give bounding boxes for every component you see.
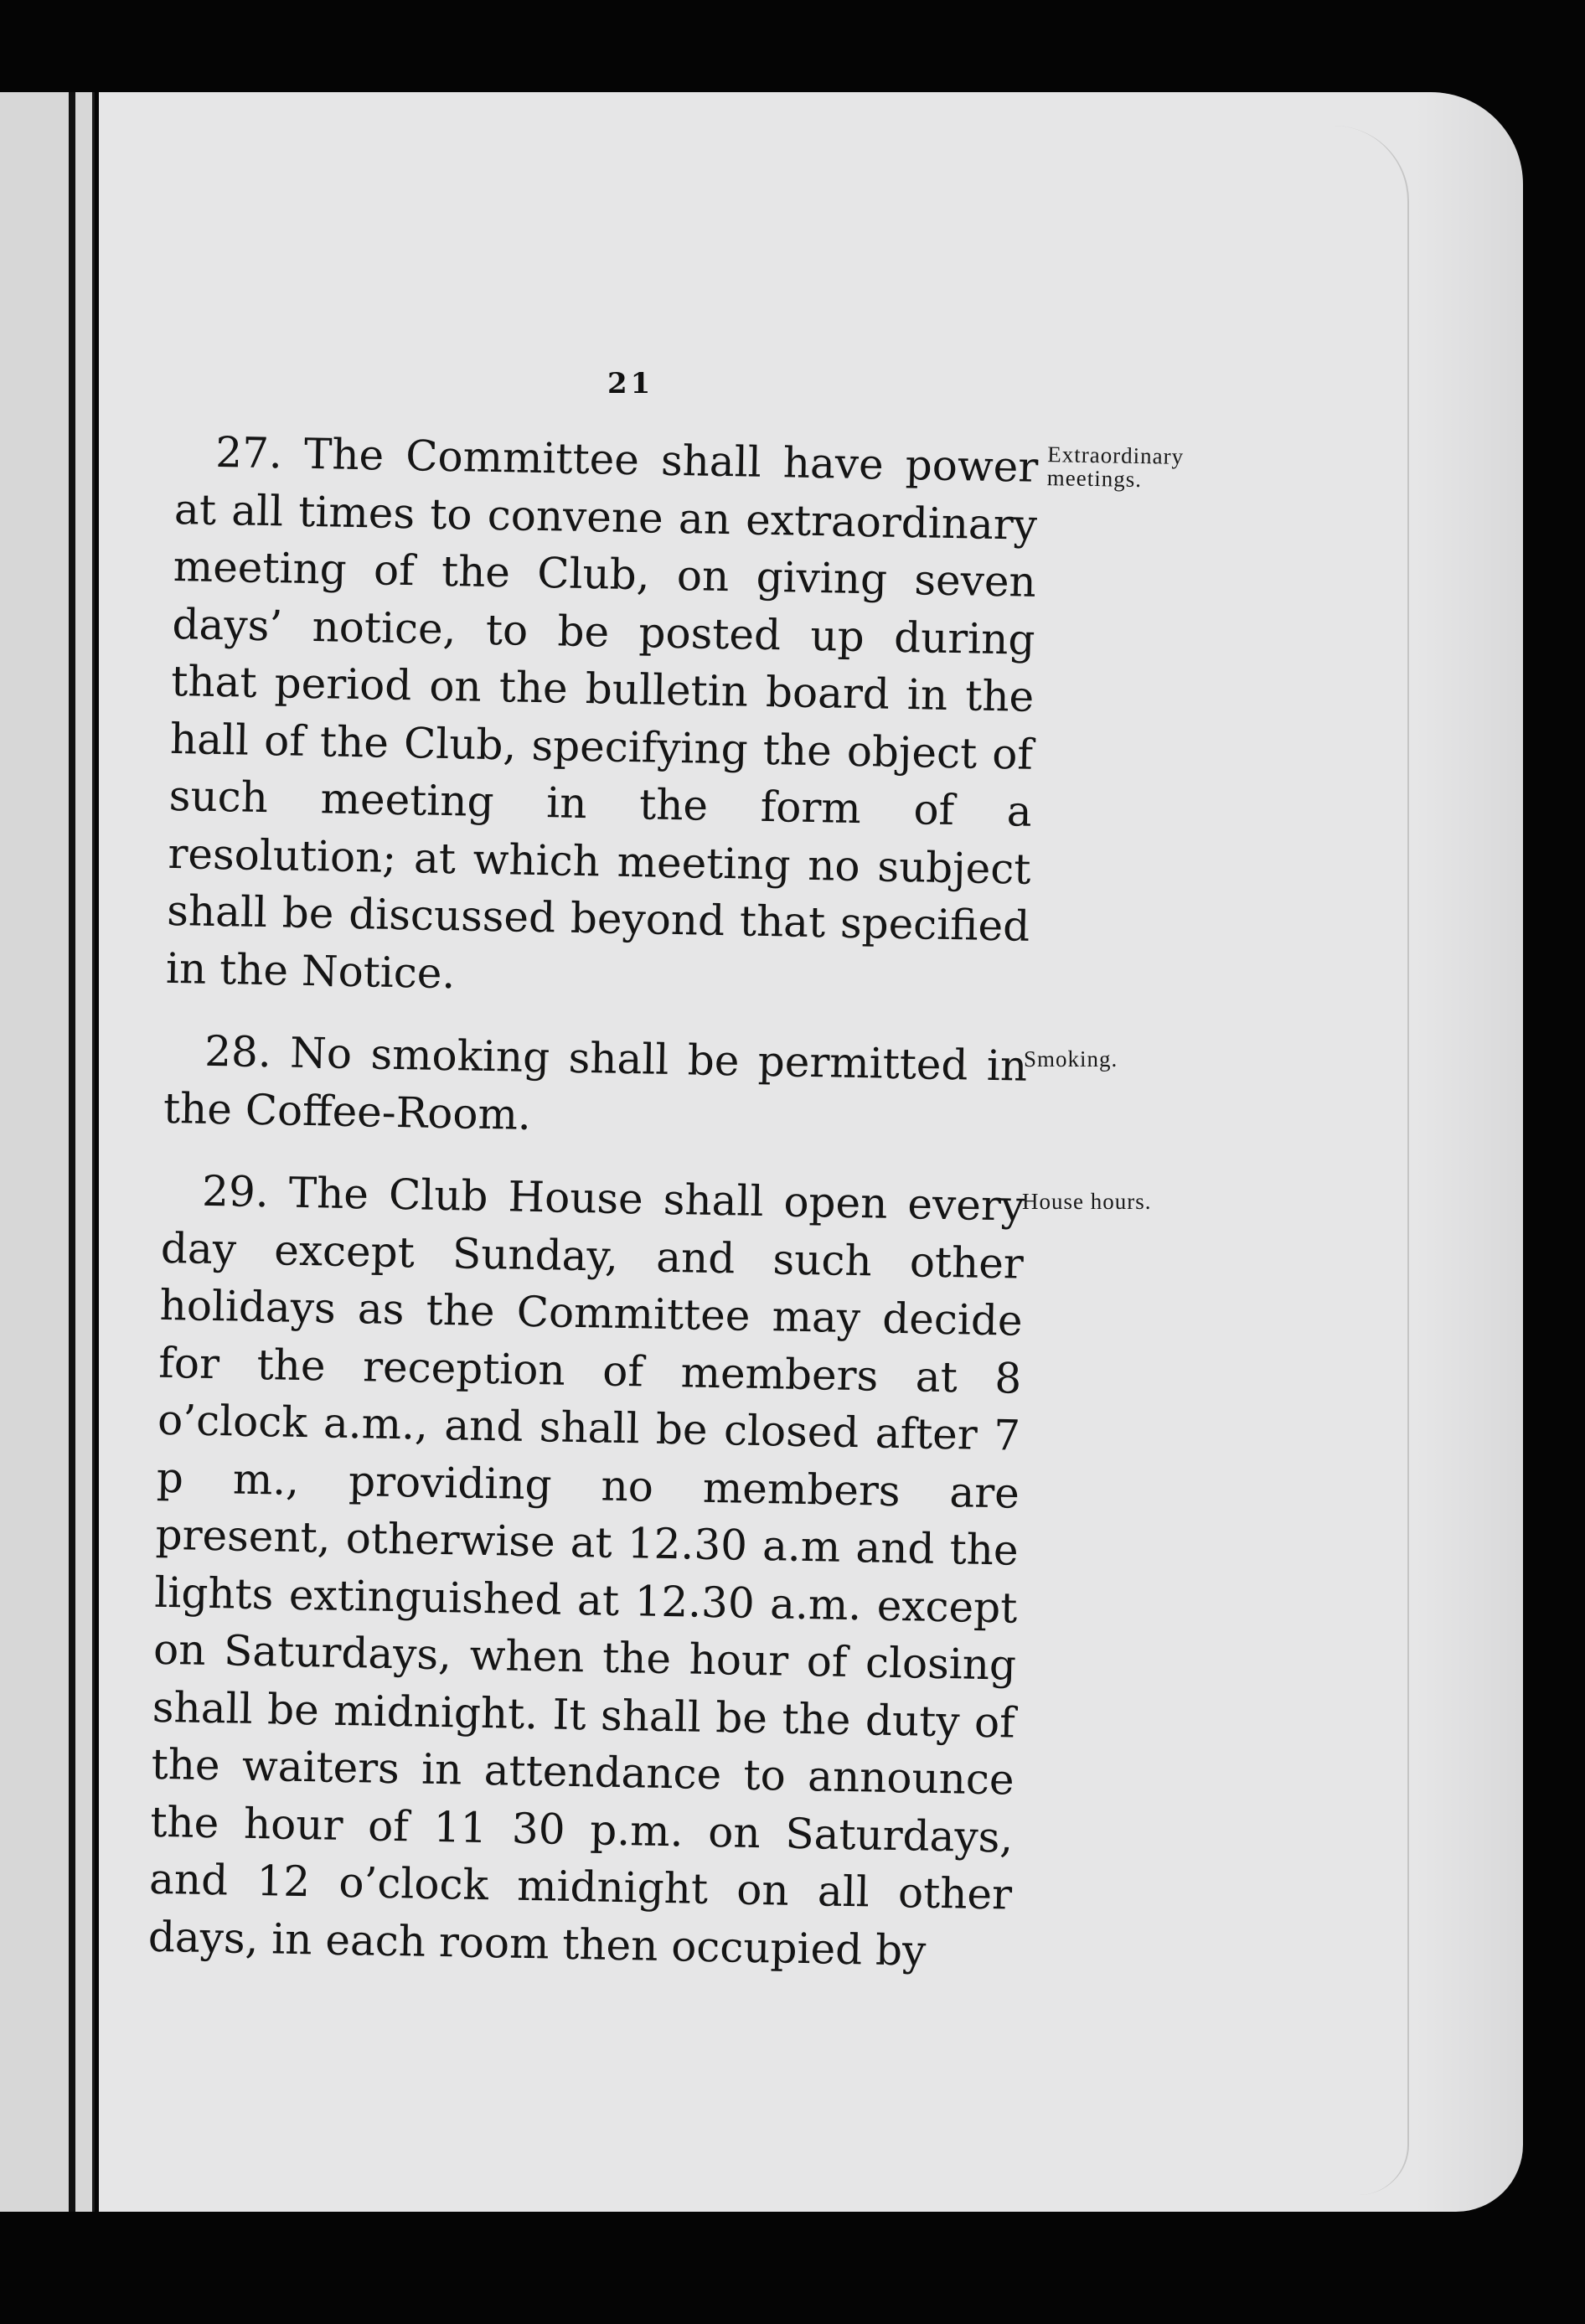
margin-note-smoking: Smoking. xyxy=(1024,1046,1118,1072)
margin-note-house-hours: House hours. xyxy=(1022,1189,1152,1214)
rule-29-text: 29. The Club House shall open every day except Sunday, and such other holidays as the Committee may decide for the reception of members at 8 o’clock a.m., and shall be closed after 7 p m., providing no members are present, otherwise at 12.30 a.m and the lights extinguished at 12.30 a.m. except on Saturdays, when the hour of closing shall be midnight. It shall be the duty of the waiters in attendance to announce the hour of 11 30 p.m. on Saturdays, and 12 o’clock midnight on all other days, in each room then occupied by xyxy=(147,1166,1025,1975)
page-body xyxy=(147,423,1039,2006)
binding-shadow xyxy=(69,92,75,2212)
page-edge-shadow xyxy=(1414,92,1523,2212)
page-number: 21 xyxy=(607,367,654,400)
previous-page-edge xyxy=(0,92,95,2212)
rule-28-text: 28. No smoking shall be permitted in the Coffee-Room. xyxy=(163,1026,1028,1139)
rule-27-text: 27. The Committee shall have power at all times to convene an extraordinary meeting of the Club, on giving seven days’ notice, to be posted up during that period on the bulletin board in the hall of the Club, specifying the object of such meeting in the form of a resolution; at which meeting no subject shall be discussed beyond that specified in the Notice. xyxy=(165,427,1039,998)
page-curl-outline xyxy=(1307,126,1409,2195)
margin-note-extraordinary-meetings: Extraordinary meetings. xyxy=(1046,442,1185,493)
